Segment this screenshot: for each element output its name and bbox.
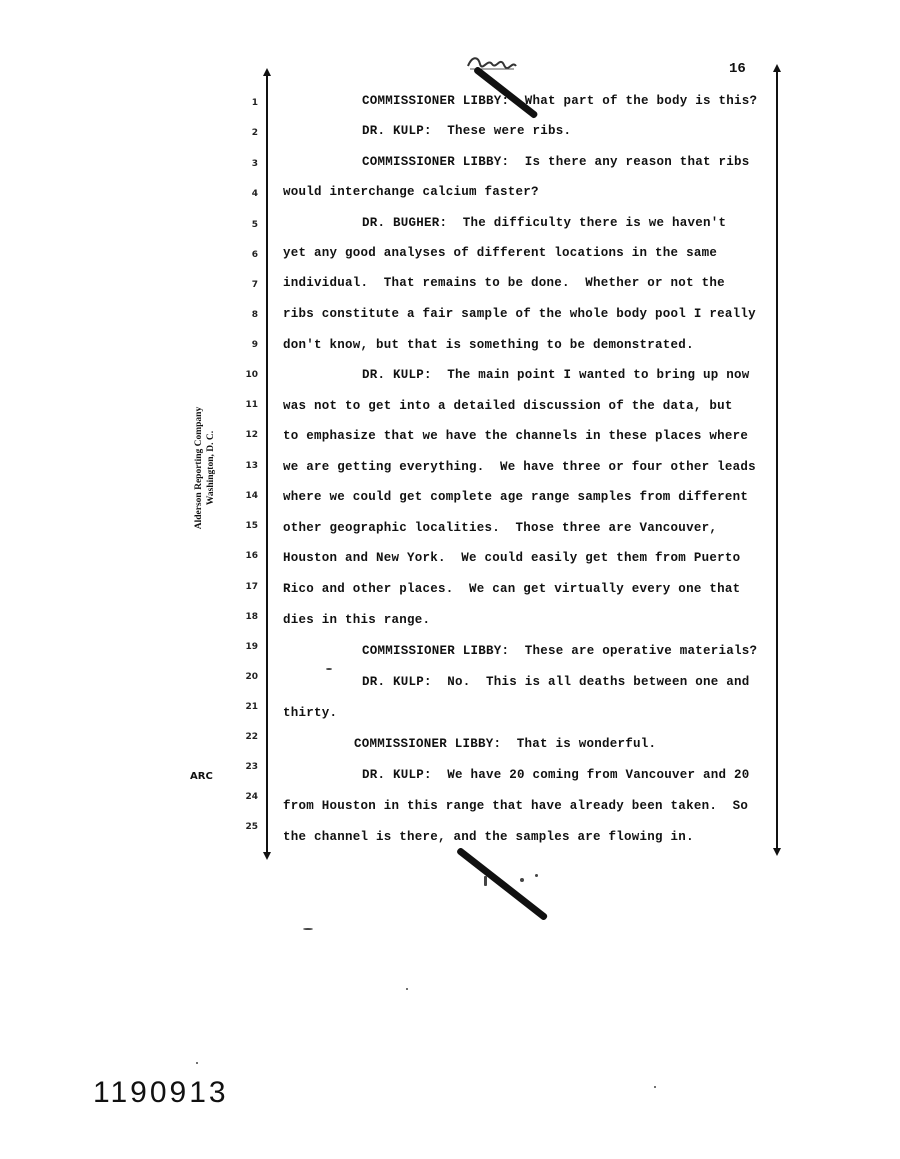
scan-speck [535, 874, 538, 877]
transcript-line: dies in this range. [283, 613, 431, 627]
reporter-location: Washington, D. C. [206, 430, 216, 506]
line-number: 24 [245, 792, 258, 802]
line-number: 15 [245, 521, 258, 531]
line-number: 25 [245, 822, 258, 832]
reporter-name: Alderson Reporting Company [194, 406, 204, 530]
line-number: 6 [251, 250, 258, 260]
document-id: 1190913 [93, 1076, 229, 1109]
line-number: 17 [245, 582, 258, 592]
transcript-line: don't know, but that is something to be demonstrated. [283, 338, 694, 352]
transcript-line: would interchange calcium faster? [283, 185, 539, 199]
transcript-line: from Houston in this range that have already been taken. So [283, 799, 749, 813]
transcript-line: where we could get complete age range samples from different [283, 490, 749, 504]
transcript-line: ribs constitute a fair sample of the whole body pool I really [283, 307, 756, 321]
transcript-line: was not to get into a detailed discussion of the data, but [283, 399, 733, 413]
scan-speck [406, 988, 408, 990]
line-number: 5 [251, 220, 258, 230]
transcript-line: the channel is there, and the samples are flowing in. [283, 830, 694, 844]
scan-speck [654, 1086, 656, 1088]
scan-speck [196, 1062, 198, 1064]
line-number: 13 [245, 461, 258, 471]
line-number: 14 [245, 491, 258, 501]
transcript-line: thirty. [283, 706, 338, 720]
transcript-line: to emphasize that we have the channels in these places where [283, 429, 749, 443]
line-number: 20 [245, 672, 258, 682]
line-number: 11 [245, 400, 258, 410]
line-number: 9 [251, 340, 258, 350]
scan-speck [520, 878, 524, 882]
redaction-slash-top [473, 66, 539, 120]
transcript-line: DR. BUGHER: The difficulty there is we haven't [362, 216, 727, 230]
transcript-line: Rico and other places. We can get virtually every one that [283, 582, 741, 596]
transcript-line: COMMISSIONER LIBBY: Is there any reason that ribs [362, 155, 750, 169]
line-number: 19 [245, 642, 258, 652]
transcript-line: we are getting everything. We have three or four other leads [283, 460, 756, 474]
transcript-line: Houston and New York. We could easily get them from Puerto [283, 551, 741, 565]
reporter-stamp [178, 400, 218, 540]
transcript-line: COMMISSIONER LIBBY: These are operative materials? [362, 644, 758, 658]
transcript-line: COMMISSIONER LIBBY: What part of the body is this? [362, 94, 758, 108]
left-margin-rule [266, 74, 268, 854]
line-number: 3 [251, 159, 258, 169]
line-number: 23 [245, 762, 258, 772]
scan-speck [326, 668, 332, 670]
page-number: 16 [729, 61, 746, 77]
transcript-line: DR. KULP: These were ribs. [362, 124, 572, 138]
line-number: 1 [251, 98, 258, 108]
line-number: 2 [251, 128, 258, 138]
transcript-line: COMMISSIONER LIBBY: That is wonderful. [354, 737, 657, 751]
line-number: 7 [251, 280, 258, 290]
transcript-line: other geographic localities. Those three are Vancouver, [283, 521, 718, 535]
line-number: 4 [251, 189, 258, 199]
transcript-line: yet any good analyses of different locations in the same [283, 246, 718, 260]
line-number: 16 [245, 551, 258, 561]
redaction-slash-bottom [456, 847, 549, 921]
left-rule-up-arrow-icon [263, 68, 271, 76]
line-number: 12 [245, 430, 258, 440]
transcript-line: DR. KULP: We have 20 coming from Vancouver and 20 [362, 768, 750, 782]
right-margin-rule [776, 70, 778, 852]
transcript-line: individual. That remains to be done. Whether or not the [283, 276, 725, 290]
line-number: 8 [251, 310, 258, 320]
margin-initials: ARC [190, 771, 213, 782]
transcript-line: DR. KULP: The main point I wanted to bring up now [362, 368, 750, 382]
left-rule-down-arrow-icon [263, 852, 271, 860]
line-number: 22 [245, 732, 258, 742]
right-rule-down-arrow-icon [773, 848, 781, 856]
right-rule-up-arrow-icon [773, 64, 781, 72]
line-number: 10 [245, 370, 258, 380]
scan-speck [484, 876, 487, 886]
transcript-line: DR. KULP: No. This is all deaths between one and [362, 675, 750, 689]
scan-speck [303, 928, 313, 930]
line-number: 21 [245, 702, 258, 712]
line-number: 18 [245, 612, 258, 622]
